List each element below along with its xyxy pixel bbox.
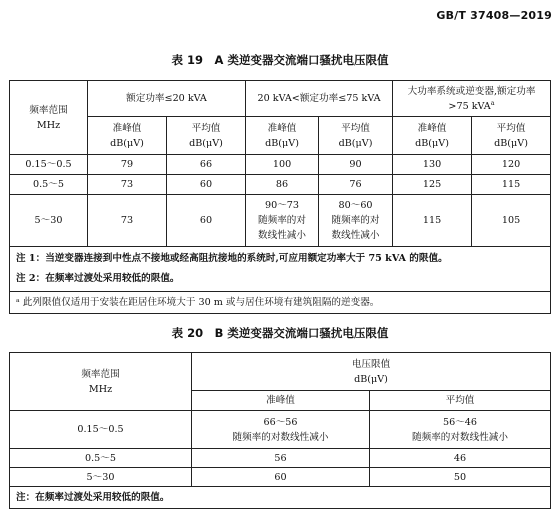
value-cell: 73 (88, 175, 167, 195)
freq-cell: 0.5～5 (10, 175, 88, 195)
sub-header-avg: 平均值 dB(μV) (472, 117, 551, 155)
value-cell: 50 (370, 468, 551, 487)
table19-note1: 注 1：当逆变器连接到中性点不接地或经高阻抗接地的系统时,可应用额定功率大于 75 kVA 的限值。 (16, 253, 448, 264)
footnote-mark: a (490, 98, 495, 107)
value-cell: 66～56 随频率的对数线性减小 (192, 411, 370, 449)
value-cell: 73 (88, 195, 167, 247)
value-cell: 115 (393, 195, 472, 247)
table-row (10, 155, 551, 175)
value-cell: 105 (472, 195, 551, 247)
group1-header: 额定功率≤20 kVA (88, 81, 246, 117)
table20-note: 注：在频率过渡处采用较低的限值。 (10, 487, 551, 509)
freq-range-header: 频率范围 MHz (10, 81, 88, 155)
value-cell: 115 (472, 175, 551, 195)
table-row (10, 195, 551, 247)
value-cell: 86 (246, 175, 319, 195)
value-cell: 90 (319, 155, 393, 175)
value-cell: 66 (167, 155, 246, 175)
value-cell: 125 (393, 175, 472, 195)
table-row (10, 175, 551, 195)
sub-header-avg: 平均值 dB(μV) (167, 117, 246, 155)
table-row (10, 411, 551, 449)
table-row (10, 449, 551, 468)
value-cell: 56～46 随频率的对数线性减小 (370, 411, 551, 449)
table19 (9, 80, 551, 314)
value-cell: 60 (167, 175, 246, 195)
sub-header-qp: 准峰值 dB(μV) (246, 117, 319, 155)
value-cell: 46 (370, 449, 551, 468)
table-row (10, 468, 551, 487)
group2-header: 20 kVA<额定功率≤75 kVA (246, 81, 393, 117)
value-cell: 100 (246, 155, 319, 175)
voltage-limit-header: 电压限值 dB(μV) (192, 353, 551, 391)
sub-header-avg: 平均值 dB(μV) (319, 117, 393, 155)
sub-header-avg: 平均值 (370, 391, 551, 411)
table20 (9, 352, 551, 509)
freq-cell: 5～30 (10, 468, 192, 487)
value-cell: 60 (192, 468, 370, 487)
value-cell: 56 (192, 449, 370, 468)
freq-cell: 0.15～0.5 (10, 411, 192, 449)
value-cell: 80～60 随频率的对数线性减小 (319, 195, 393, 247)
value-cell: 90～73 随频率的对数线性减小 (246, 195, 319, 247)
sub-header-qp: 准峰值 dB(μV) (393, 117, 472, 155)
table19-note2: 注 2：在频率过渡处采用较低的限值。 (16, 273, 180, 284)
sub-header-qp: 准峰值 dB(μV) (88, 117, 167, 155)
freq-cell: 5～30 (10, 195, 88, 247)
group3-header: 大功率系统或逆变器,额定功率>75 kVA$^a$ (393, 81, 551, 117)
table19-footnote: ᵃ 此列限值仅适用于安装在距居住环境大于 30 m 或与居住环境有建筑阻隔的逆变器。 (10, 292, 551, 314)
freq-cell: 0.5～5 (10, 449, 192, 468)
value-cell: 130 (393, 155, 472, 175)
value-cell: 60 (167, 195, 246, 247)
freq-range-header: 频率范围 MHz (10, 353, 192, 411)
freq-cell: 0.15～0.5 (10, 155, 88, 175)
value-cell: 79 (88, 155, 167, 175)
standard-number: GB/T 37408—2019 (436, 9, 552, 22)
value-cell: 76 (319, 175, 393, 195)
table19-title: 表 19 A 类逆变器交流端口骚扰电压限值 (171, 53, 389, 67)
sub-header-qp: 准峰值 (192, 391, 370, 411)
table20-title: 表 20 B 类逆变器交流端口骚扰电压限值 (171, 326, 389, 340)
table19-notes (10, 247, 551, 292)
value-cell: 120 (472, 155, 551, 175)
